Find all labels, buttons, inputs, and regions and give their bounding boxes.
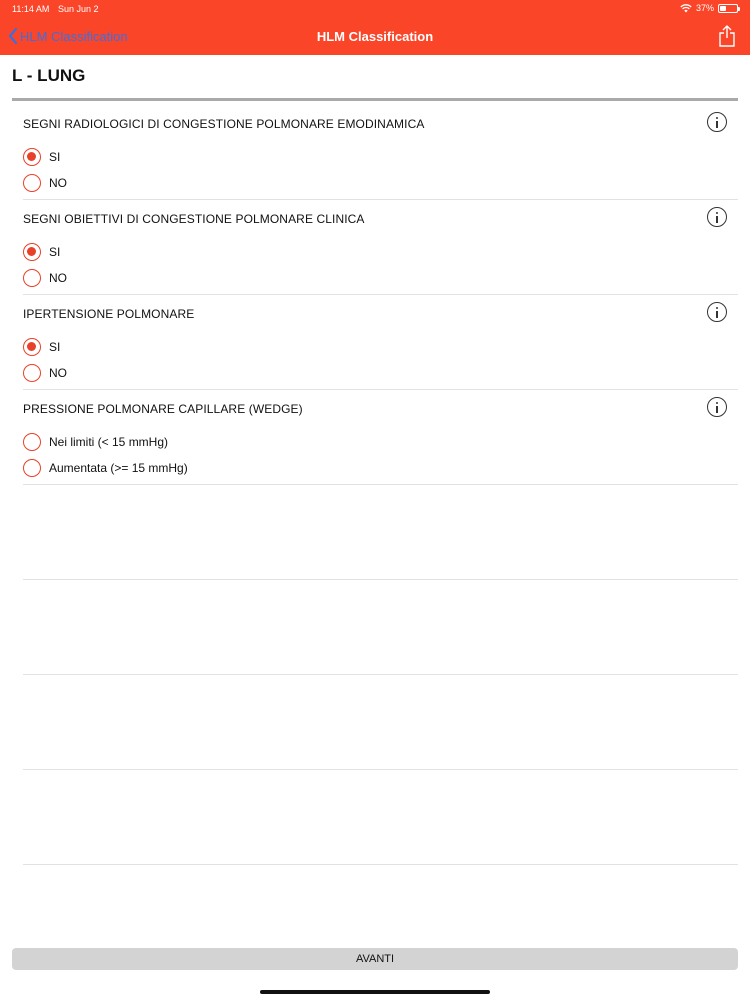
question-pulmonary-hypertension xyxy=(23,295,738,390)
info-icon[interactable] xyxy=(707,397,727,417)
option-increased[interactable] xyxy=(23,458,188,478)
option-label: Nei limiti (< 15 mmHg) xyxy=(49,435,169,449)
battery-icon xyxy=(718,4,738,13)
option-label: SI xyxy=(49,245,61,259)
status-time: 11:14 AM xyxy=(12,4,50,14)
empty-row xyxy=(23,770,738,865)
back-button-label: HLM Classification xyxy=(20,28,128,44)
radio-button[interactable] xyxy=(23,364,41,382)
navigation-bar xyxy=(0,0,750,55)
radio-button[interactable] xyxy=(23,243,41,261)
home-indicator xyxy=(260,990,490,994)
info-icon[interactable] xyxy=(707,207,727,227)
option-si[interactable] xyxy=(23,242,60,262)
question-clinical-congestion xyxy=(23,200,738,295)
status-date: Sun Jun 2 xyxy=(58,4,99,14)
info-icon[interactable] xyxy=(707,302,727,322)
battery-percent: 37% xyxy=(695,3,714,13)
option-label: NO xyxy=(49,366,67,380)
question-label: PRESSIONE POLMONARE CAPILLARE (WEDGE) xyxy=(23,402,303,416)
status-bar xyxy=(0,0,750,18)
next-button[interactable]: AVANTI xyxy=(12,948,738,970)
option-label: SI xyxy=(49,340,61,354)
section-title: L - LUNG xyxy=(12,66,86,85)
radio-button[interactable] xyxy=(23,174,41,192)
status-indicators xyxy=(680,3,738,13)
option-no[interactable] xyxy=(23,268,67,288)
option-label: NO xyxy=(49,176,67,190)
option-no[interactable] xyxy=(23,173,67,193)
option-no[interactable] xyxy=(23,363,67,383)
radio-button[interactable] xyxy=(23,459,41,477)
option-label: Aumentata (>= 15 mmHg) xyxy=(49,461,188,475)
share-icon[interactable] xyxy=(718,25,736,47)
question-wedge-pressure xyxy=(23,390,738,485)
radio-button[interactable] xyxy=(23,433,41,451)
question-label: SEGNI OBIETTIVI DI CONGESTIONE POLMONARE CLINICA xyxy=(23,212,365,226)
battery-fill xyxy=(720,6,726,11)
option-si[interactable] xyxy=(23,147,60,167)
option-si[interactable] xyxy=(23,337,60,357)
empty-row xyxy=(23,675,738,770)
radio-button[interactable] xyxy=(23,338,41,356)
question-label: IPERTENSIONE POLMONARE xyxy=(23,307,195,321)
wifi-icon xyxy=(680,4,692,13)
info-icon[interactable] xyxy=(707,112,727,132)
section-divider xyxy=(12,98,738,101)
empty-row xyxy=(23,580,738,675)
radio-button[interactable] xyxy=(23,148,41,166)
option-label: SI xyxy=(49,150,61,164)
nav-title: HLM Classification xyxy=(316,29,434,44)
question-label: SEGNI RADIOLOGICI DI CONGESTIONE POLMONARE EMODINAMICA xyxy=(23,117,425,131)
option-within-limits[interactable] xyxy=(23,432,168,452)
option-label: NO xyxy=(49,271,67,285)
empty-row xyxy=(23,485,738,580)
radio-button[interactable] xyxy=(23,269,41,287)
question-radiological-congestion xyxy=(23,105,738,200)
